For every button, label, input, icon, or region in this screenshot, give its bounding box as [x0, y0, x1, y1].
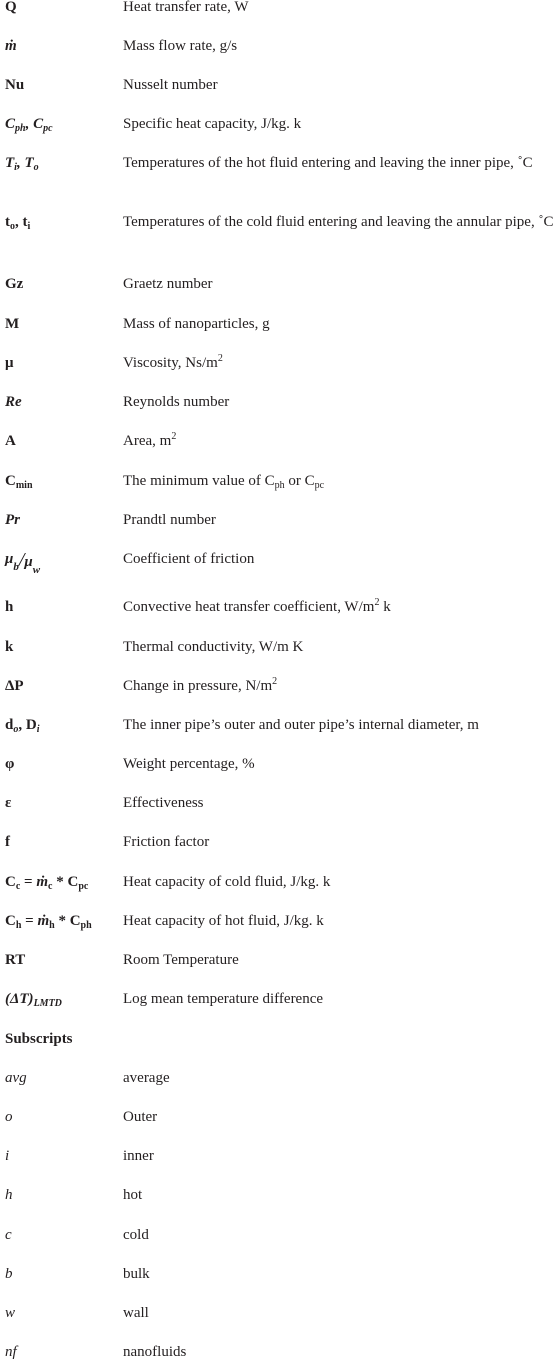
symbol: Q [5, 0, 17, 15]
symbol: RT [5, 952, 26, 968]
description: Change in pressure, $N/m^2$ [123, 676, 278, 694]
symbol: μ [5, 355, 14, 371]
description: Thermal conductivity, W/m K [123, 639, 304, 655]
symbol: $C_h$ = ṁ$_h$ * $C_{ph}$ [5, 913, 92, 931]
symbol: Nu [5, 77, 25, 93]
symbol: $\mu_b/\mu_w$ [5, 549, 41, 576]
description: cold [123, 1227, 149, 1243]
description: Heat capacity of cold fluid, J/kg. k [123, 874, 331, 890]
description: Convective heat transfer coefficient, $W/m^2$ k [123, 597, 391, 615]
description: Area, $m^2$ [123, 431, 177, 449]
subscripts-heading: Subscripts [5, 1031, 73, 1047]
symbol: Gz [5, 276, 24, 292]
symbol: avg [5, 1070, 27, 1086]
symbol: h [5, 1187, 13, 1203]
symbol: f [5, 834, 10, 850]
description: Reynolds number [123, 394, 230, 410]
description: Outer [123, 1109, 158, 1125]
description: Room Temperature [123, 952, 239, 968]
symbol: $T_i$, $T_o$ [5, 155, 39, 173]
symbol: Re [5, 394, 22, 410]
description: Specific heat capacity, J/kg. k [123, 116, 302, 132]
description: Graetz number [123, 276, 213, 292]
symbol: w [5, 1305, 16, 1321]
description: wall [123, 1305, 149, 1321]
description: Prandtl number [123, 512, 216, 528]
description: Heat transfer rate, W [123, 0, 249, 15]
symbol: ε [5, 795, 12, 811]
symbol: o [5, 1109, 13, 1125]
description: Coefficient of friction [123, 551, 255, 567]
symbol: $t_o$, $t_i$ [5, 214, 31, 232]
description: The minimum value of $C_{ph}$ or $C_{pc}$ [123, 473, 325, 491]
symbol: h [5, 599, 14, 615]
symbol: i [5, 1148, 10, 1164]
description: Weight percentage, % [123, 756, 255, 772]
description: Mass of nanoparticles, g [123, 316, 270, 332]
symbol: $C_{min}$ [5, 473, 33, 491]
description: The inner pipe’s outer and outer pipe’s internal diameter, m [123, 717, 479, 733]
symbol: b [5, 1266, 13, 1282]
symbol: $C_c$ = ṁ$_c$ * $C_{pc}$ [5, 874, 89, 892]
description: Viscosity, $Ns/m^2$ [123, 353, 223, 371]
description: average [123, 1070, 170, 1086]
description: hot [123, 1187, 143, 1203]
symbol: M [5, 316, 20, 332]
symbol: Pr [5, 512, 20, 528]
symbol: ΔP [5, 678, 24, 694]
description: nanofluids [123, 1344, 187, 1360]
description: Log mean temperature difference [123, 991, 324, 1007]
symbol: $(\Delta T)_{LMTD}$ [5, 991, 62, 1009]
description: inner [123, 1148, 154, 1164]
description: Temperatures of the hot fluid entering and leaving the inner pipe, ˚C [123, 155, 533, 171]
description: Effectiveness [123, 795, 204, 811]
symbol: φ [5, 756, 15, 772]
description: Mass flow rate, g/s [123, 38, 238, 54]
symbol: A [5, 433, 16, 449]
symbol: $C_{ph}$, $C_{pc}$ [5, 116, 53, 134]
description: Heat capacity of hot fluid, J/kg. k [123, 913, 324, 929]
symbol: nf [5, 1344, 17, 1360]
description: Nusselt number [123, 77, 218, 93]
description: Temperatures of the cold fluid entering and leaving the annular pipe, ˚C [123, 214, 554, 230]
symbol: $d_o$, $D_i$ [5, 717, 40, 735]
symbol: k [5, 639, 14, 655]
description: bulk [123, 1266, 150, 1282]
symbol: c [5, 1227, 12, 1243]
description: Friction factor [123, 834, 210, 850]
symbol: ṁ [5, 38, 17, 54]
